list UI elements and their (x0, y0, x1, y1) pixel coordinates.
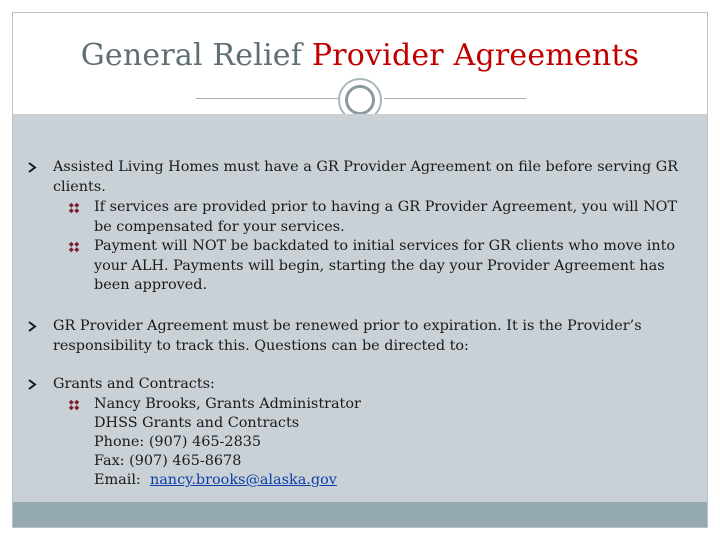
contact-email-link[interactable]: nancy.brooks@alaska.gov (149, 472, 337, 488)
contact-phone: Phone: (907) 465-2835 (94, 434, 262, 450)
title-divider-right (384, 98, 526, 99)
bullet-alh-agreement (27, 158, 687, 197)
sub-bullet-text: Payment will NOT be backdated to initial services for GR clients who move into your ALH. Payments will begin, starting the day your Provider Agreement has been approved. (94, 238, 676, 293)
sub-bullet-not-compensated (68, 198, 678, 237)
diamond-icon (68, 202, 80, 214)
contact-email-row (94, 471, 337, 491)
bullet-text: GR Provider Agreement must be renewed prior to expiration. It is the Provider’s responsibility to track this. Questions can be directed to: (53, 318, 642, 354)
sub-bullet-text: If services are provided prior to having a GR Provider Agreement, you will NOT be compensated for your services. (94, 199, 678, 235)
content-panel (13, 114, 707, 502)
arrow-icon (27, 162, 38, 173)
diamond-icon (68, 399, 80, 411)
page-title (0, 38, 720, 73)
contact-fax: Fax: (907) 465-8678 (94, 453, 242, 469)
bullet-text: Assisted Living Homes must have a GR Provider Agreement on file before serving GR clients. (53, 159, 679, 195)
contact-email-label: Email: (94, 472, 141, 488)
arrow-icon (27, 321, 38, 332)
arrow-icon (27, 379, 38, 390)
contact-name: Nancy Brooks, Grants Administrator (94, 396, 361, 412)
bullet-renewal (27, 317, 687, 356)
contact-name-row (68, 395, 678, 415)
bullet-grants-contracts (27, 375, 687, 395)
title-part-provider-agreements: Provider Agreements (311, 38, 640, 73)
title-divider-left (196, 98, 338, 99)
footer-bar (13, 502, 707, 527)
diamond-icon (68, 241, 80, 253)
sub-bullet-no-backdate (68, 237, 678, 296)
contact-org: DHSS Grants and Contracts (94, 415, 300, 431)
bullet-text: Grants and Contracts: (53, 376, 215, 392)
title-part-general-relief: General Relief (80, 38, 303, 73)
